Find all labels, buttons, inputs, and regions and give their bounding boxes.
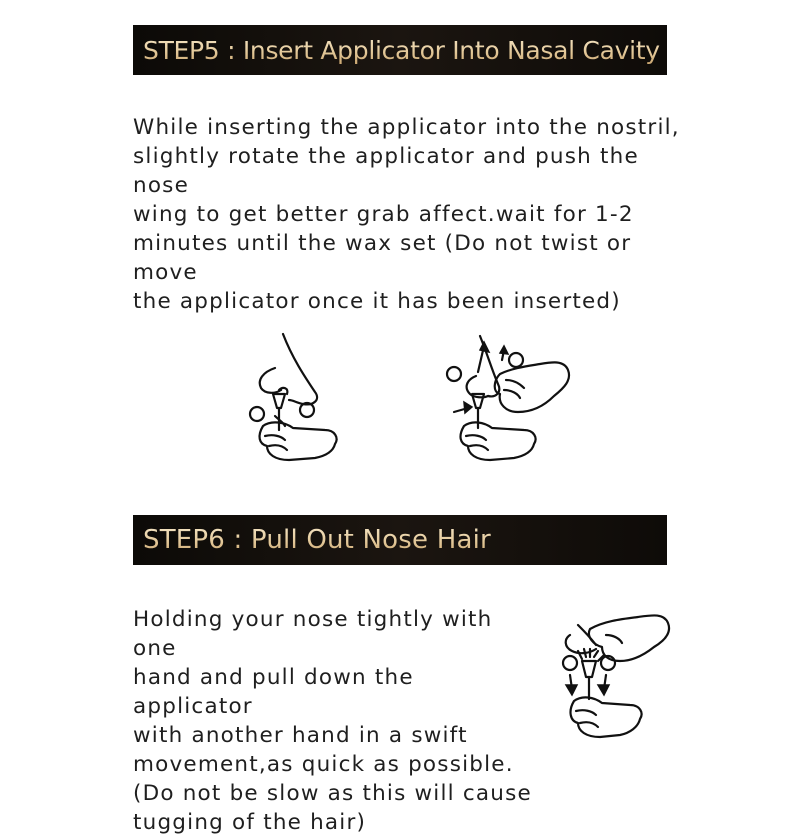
step6-banner — [133, 515, 667, 565]
step5-heading: STEP5 : Insert Applicator Into Nasal Cavity — [143, 35, 660, 65]
step6-heading: STEP6 : Pull Out Nose Hair — [143, 525, 491, 555]
pull-out-hair-illustration — [560, 605, 675, 745]
step6-instructions: Holding your nose tightly with one hand and pull down the applicator with another hand in a swift movement,as quick as possible. (Do not be slow as this will cause tugging of the hair) — [133, 607, 532, 835]
push-nose-wing-illustration — [440, 330, 575, 465]
step5-banner — [133, 25, 667, 75]
insert-applicator-illustration — [245, 330, 345, 465]
step5-instructions: While inserting the applicator into the nostril, slightly rotate the applicator and push the nose wing to get better grab affect.wait for 1-2 minutes until the wax set (Do not twist or move the applicator once it has been inserted) — [133, 115, 680, 314]
